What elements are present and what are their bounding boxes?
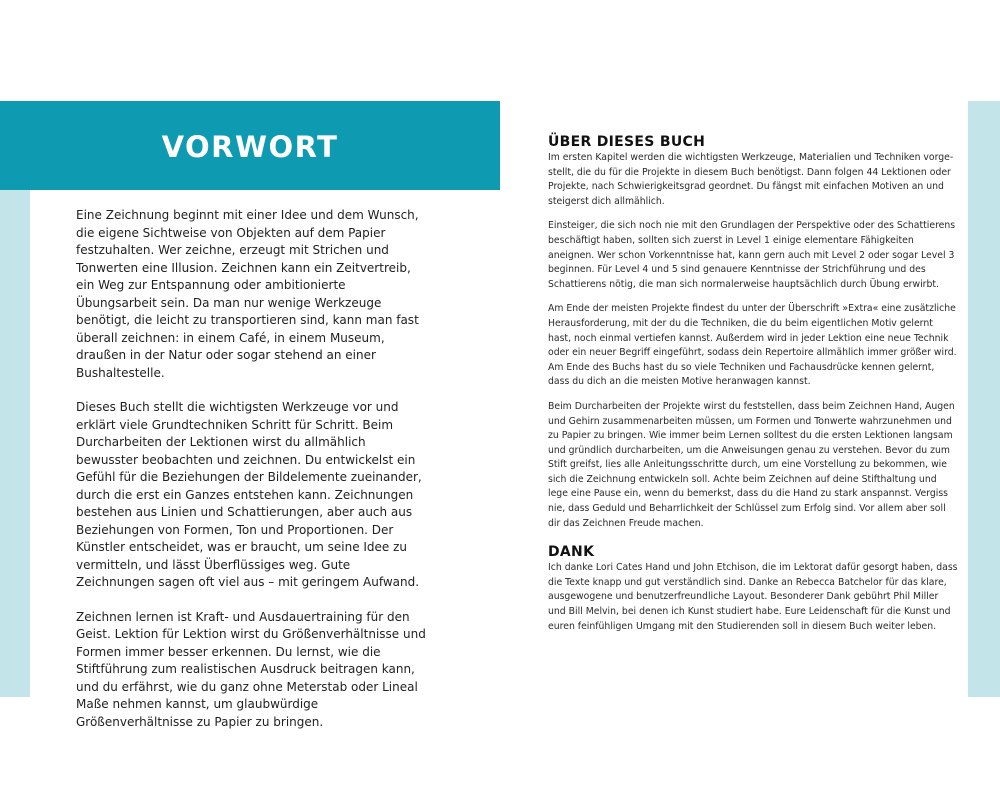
body-paragraph: Einsteiger, die sich noch nie mit den Grundlagen der Perspektive oder des Schattierens beschäftigt haben, sollten sich zuerst in Level 1 einige elementare Fähigkeiten aneignen. Wer schon Vorkenntnisse hat, kann gern auch mit Level 2 oder sogar Level 3 beginnen. Für Level 4 und 5 sind genauere Kenntnisse der Strichführung und des Schattierens nötig, die man sich normalerweise hauptsächlich durch Übung erwirbt. xyxy=(548,220,956,290)
section-heading-thanks: DANK xyxy=(548,544,595,561)
page-title: VORWORT xyxy=(161,129,339,164)
body-paragraph: Dieses Buch stellt die wichtigsten Werkzeuge vor und erklärt viele Grundtechniken Schritt für Schritt. Beim Durcharbeiten der Lektionen wirst du allmählich bewusster beobachten und zeichnen. Du entwickelst ein Gefühl für die Beziehungen der Bildelemente zueinander, durch die erst ein Ganzes entstehen kann. Zeichnungen bestehen aus Linien und Schattierungen, aber auch aus Beziehungen von Formen, Ton und Proportionen. Der Künstler entscheidet, was er braucht, um seine Idee zu vermitteln, und lässt Überflüssiges weg. Gute Zeichnungen sagen oft viel aus – mit geringem Aufwand. xyxy=(76,400,422,589)
title-banner xyxy=(0,101,500,190)
left-text-column xyxy=(76,207,428,748)
body-paragraph: Eine Zeichnung beginnt mit einer Idee und dem Wunsch, die eigene Sichtweise von Objekten auf dem Papier festzuhalten. Wer zeichne, erzeugt mit Strichen und Tonwerten eine Illusion. Zeichnen kann ein Zeitvertreib, ein Weg zur Entspannung oder ambitionierte Übungsarbeit sein. Da man nur wenige Werkzeuge benötigt, die leicht zu transportieren sind, kann man fast überall zeichnen: in einem Café, in einem Museum, draußen in der Natur oder sogar stehend an einer Bushaltestelle. xyxy=(76,208,419,380)
body-paragraph: Zeichnen lernen ist Kraft- und Ausdauertraining für den Geist. Lektion für Lektion wirst du Größenverhältnisse und Formen immer besser erkennen. Du lernst, wie die Stiftführung zum realistischen Ausdruck beitragen kann, und du erfährst, wie du ganz ohne Meterstab oder Lineal Maße nehmen kannst, um glaubwürdige Größenverhältnisse zu Papier zu bringen. xyxy=(76,609,426,729)
right-page-edge-strip xyxy=(968,101,1000,697)
left-page-edge-strip xyxy=(0,190,30,697)
body-paragraph: Am Ende der meisten Projekte findest du unter der Überschrift »Extra« eine zusätzliche Herausforderung, mit der du die Techniken, die du beim eigentlichen Motiv gelernt hast, noch einmal vertiefen kannst. Außerdem wird in jeder Lektion eine neue Technik oder ein neuer Begriff eingeführt, sodass dein Repertoire allmählich immer größer wird. Am Ende des Buchs hast du so viele Techniken und Fachausdrücke kennen gelernt, dass du dich an die meisten Motive heranwagen kannst. xyxy=(548,303,957,388)
body-paragraph: Beim Durcharbeiten der Projekte wirst du feststellen, dass beim Zeichnen Hand, Augen und Gehirn zusammenarbeiten müssen, um Formen und Tonwerte wahrzunehmen und zu Papier zu bringen. Wie immer beim Lernen solltest du die ersten Lektionen langsam und gründlich durcharbeiten, um die Anweisungen genau zu verstehen. Bevor du zum Stift greifst, lies alle Anleitungsschritte durch, um eine Vorstellung zu bekommen, wie sich die Zeichnung entwickeln soll. Achte beim Zeichnen auf deine Stifthaltung und lege eine Pause ein, wenn du bemerkst, dass du die Hand zu stark anspannst. Vergiss nie, dass Geduld und Beharrlichkeit der Schlüssel zum Erfolg sind. Vor allem aber soll dir das Zeichnen Freude machen. xyxy=(548,400,955,529)
body-paragraph: Im ersten Kapitel werden die wichtigsten Werkzeuge, Materialien und Techniken vorgestellt, die du für die Projekte in diesem Buch benötigst. Dann folgen 44 Lektionen oder Projekte, nach Schwierigkeitsgrad geordnet. Du fängst mit einfachen Motiven an und steigerst dich allmählich. xyxy=(548,152,954,207)
section-heading-about: ÜBER DIESES BUCH xyxy=(548,134,706,150)
body-paragraph: Ich danke Lori Cates Hand und John Etchison, die im Lektorat dafür gesorgt haben, dass die Texte knapp und gut verständlich sind. Danke an Rebecca Batchelor für das klare, ausgewogene und benutzerfreundliche Layout. Besonderer Dank gebührt Phil Miller und Bill Melvin, bei denen ich Kunst studiert habe. Eure Leidenschaft für die Kunst und euren feinfühligen Umgang mit den Studierenden soll in diesem Buch weiter leben. xyxy=(548,562,958,632)
right-text-column xyxy=(548,133,958,644)
